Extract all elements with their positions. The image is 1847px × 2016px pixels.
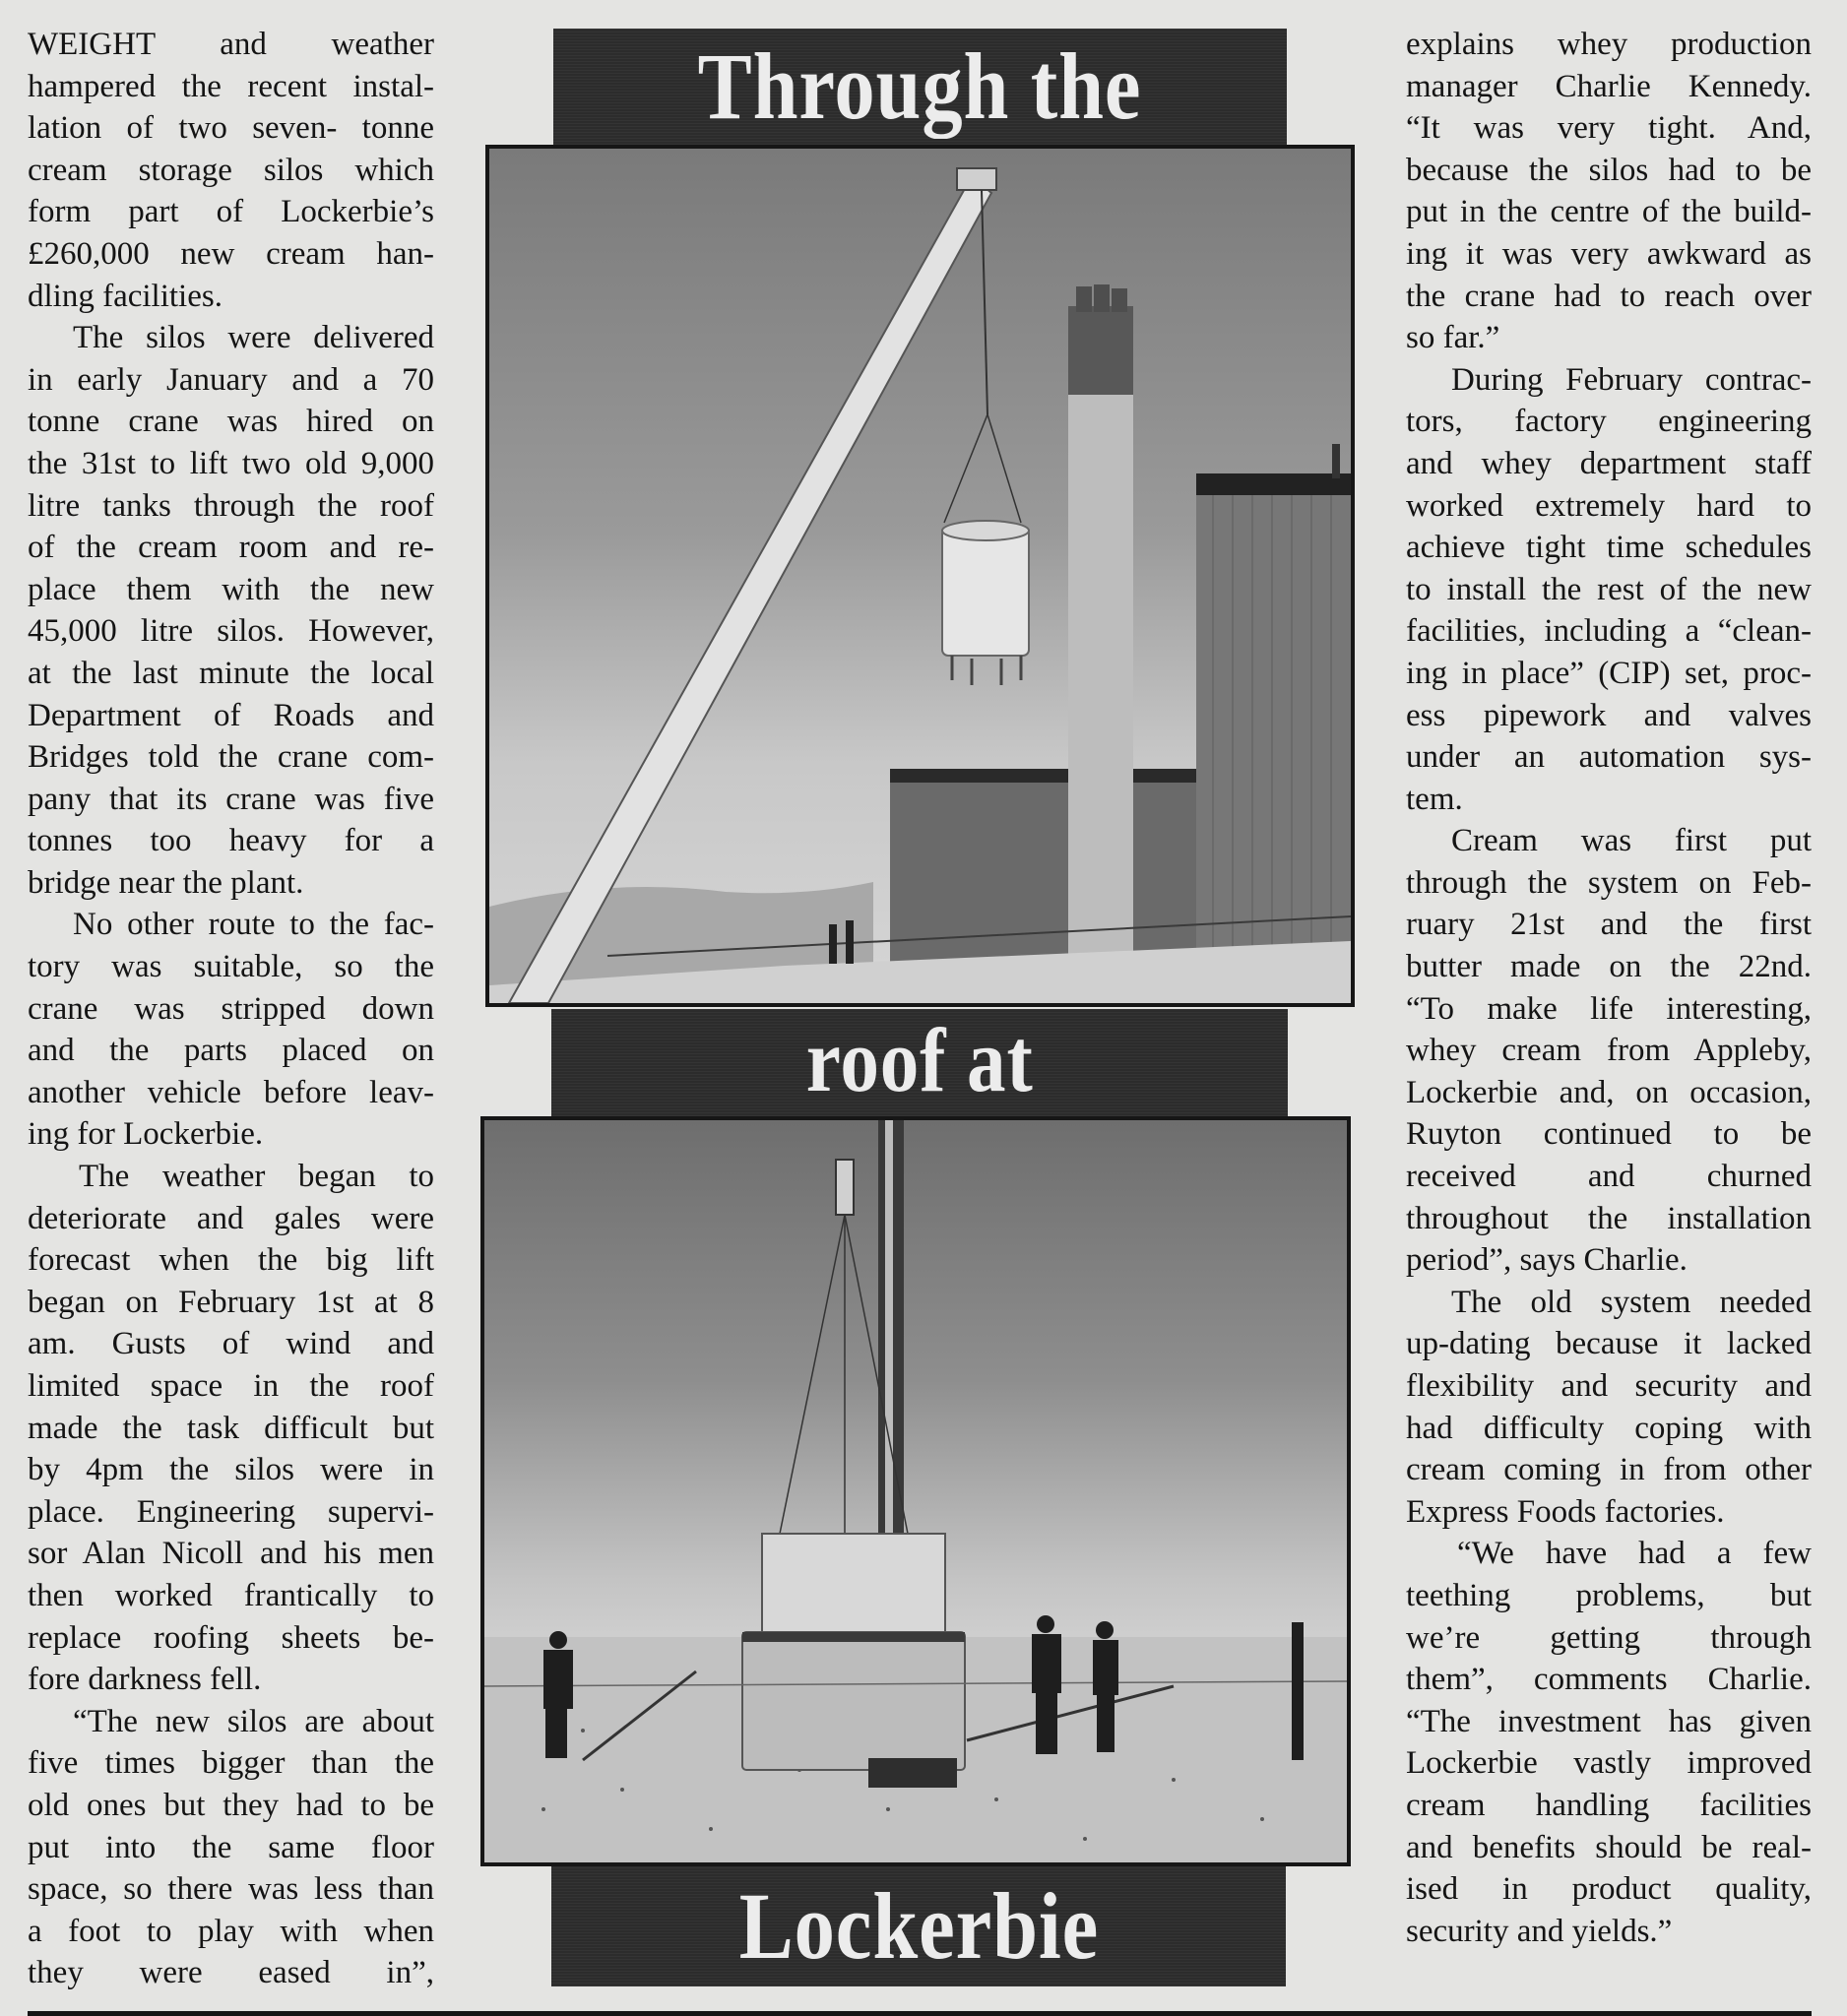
text-line: up-dating because it lacked: [1406, 1326, 1812, 1362]
text-line: the crane had to reach over: [1406, 278, 1812, 314]
text-line: through the system on Feb-: [1406, 864, 1812, 901]
text-line: Ruyton continued to be: [1406, 1116, 1812, 1153]
text-line: “We have had a few: [1457, 1536, 1812, 1572]
photo-silo-through-roof: [480, 1116, 1351, 1866]
text-line: put in the centre of the build-: [1406, 194, 1812, 230]
text-line: received and churned: [1406, 1159, 1812, 1195]
text-line: manager Charlie Kennedy.: [1406, 68, 1812, 104]
text-line: crane was stripped down: [28, 990, 434, 1027]
text-line: dling facilities.: [28, 278, 223, 314]
text-line: period”, says Charlie.: [1406, 1242, 1688, 1279]
roof-silo-photo-illustration: [484, 1120, 1347, 1862]
text-line: place them with the new: [28, 571, 434, 607]
text-line: Department of Roads and: [28, 697, 434, 733]
text-line: facilities, including a “clean-: [1406, 613, 1812, 650]
text-line: litre tanks through the roof: [28, 487, 434, 524]
text-line: Express Foods factories.: [1406, 1493, 1725, 1530]
text-line: a foot to play with when: [28, 1913, 434, 1949]
text-line: explains whey production: [1406, 27, 1812, 62]
text-line: “It was very tight. And,: [1406, 110, 1812, 147]
text-line: sor Alan Nicoll and his men: [28, 1536, 434, 1572]
text-line: The old system needed: [1451, 1284, 1812, 1320]
text-line: ing for Lockerbie.: [28, 1116, 264, 1153]
text-line: fore darkness fell.: [28, 1662, 262, 1698]
text-line: and benefits should be real-: [1406, 1829, 1812, 1865]
headline-line-3: Lockerbie: [738, 1873, 1099, 1979]
text-line: cream handling facilities: [1406, 1787, 1812, 1823]
text-line: we’re getting through: [1406, 1619, 1812, 1656]
crane-silo-photo-illustration: [489, 149, 1351, 1003]
bottom-rule-divider: [28, 2011, 1812, 2016]
text-line: of the cream room and re-: [28, 530, 434, 566]
text-line: tem.: [1406, 781, 1463, 817]
headline-banner-top: [553, 29, 1287, 145]
text-line: the 31st to lift two old 9,000: [28, 445, 434, 481]
text-line: WEIGHT and weather: [28, 27, 434, 62]
text-line: The silos were delivered: [73, 320, 434, 356]
text-line: No other route to the fac-: [73, 907, 434, 943]
text-line: in early January and a 70: [28, 361, 434, 398]
text-line: lation of two seven- tonne: [28, 110, 434, 147]
text-line: Cream was first put: [1451, 823, 1812, 859]
article-column-right: [1406, 24, 1812, 1952]
text-line: made the task difficult but: [28, 1410, 434, 1446]
text-line: space, so there was less than: [28, 1871, 434, 1908]
text-line: had difficulty coping with: [1406, 1410, 1812, 1446]
headline-line-1: Through the: [698, 33, 1142, 139]
photo-crane-lifting-silo: [485, 145, 1355, 1007]
text-line: “The investment has given: [1406, 1703, 1812, 1739]
text-line: throughout the installation: [1406, 1200, 1812, 1236]
text-line: £260,000 new cream han-: [28, 235, 434, 272]
text-line: and the parts placed on: [28, 1033, 434, 1069]
text-line: The weather began to: [79, 1159, 434, 1195]
text-line: ruary 21st and the first: [1406, 907, 1812, 943]
text-line: old ones but they had to be: [28, 1787, 434, 1823]
text-line: at the last minute the local: [28, 655, 434, 691]
text-line: they were eased in”,: [28, 1955, 434, 1991]
text-line: tors, factory engineering: [1406, 404, 1812, 440]
text-line: ing in place” (CIP) set, proc-: [1406, 655, 1812, 691]
text-line: under an automation sys-: [1406, 739, 1812, 776]
text-line: ing it was very awkward as: [1406, 235, 1812, 272]
text-line: so far.”: [1406, 320, 1500, 356]
text-line: teething problems, but: [1406, 1577, 1812, 1613]
text-line: worked extremely hard to: [1406, 487, 1812, 524]
text-line: forecast when the big lift: [28, 1242, 434, 1279]
text-line: then worked frantically to: [28, 1577, 434, 1613]
text-line: tonne crane was hired on: [28, 404, 434, 440]
text-line: and whey department staff: [1406, 445, 1812, 481]
text-line: deteriorate and gales were: [28, 1200, 434, 1236]
text-line: tory was suitable, so the: [28, 949, 434, 985]
text-line: because the silos had to be: [1406, 152, 1812, 188]
text-line: cream storage silos which: [28, 152, 434, 188]
text-line: form part of Lockerbie’s: [28, 194, 434, 230]
text-line: pany that its crane was five: [28, 781, 434, 817]
text-line: whey cream from Appleby,: [1406, 1033, 1812, 1069]
text-line: them”, comments Charlie.: [1406, 1662, 1812, 1698]
text-line: “The new silos are about: [73, 1703, 434, 1739]
text-line: place. Engineering supervi-: [28, 1493, 434, 1530]
text-line: Lockerbie vastly improved: [1406, 1745, 1812, 1782]
text-line: began on February 1st at 8: [28, 1284, 434, 1320]
text-line: butter made on the 22nd.: [1406, 949, 1812, 985]
text-line: tonnes too heavy for a: [28, 823, 434, 859]
headline-banner-middle: [551, 1009, 1288, 1116]
article-column-left: [28, 24, 434, 1994]
headline-banner-bottom: [551, 1866, 1286, 1986]
text-line: 45,000 litre silos. However,: [28, 613, 434, 650]
text-line: Lockerbie and, on occasion,: [1406, 1074, 1812, 1110]
text-line: limited space in the roof: [28, 1368, 434, 1404]
text-line: security and yields.”: [1406, 1913, 1673, 1949]
text-line: bridge near the plant.: [28, 864, 304, 901]
text-line: Bridges told the crane com-: [28, 739, 434, 776]
text-line: five times bigger than the: [28, 1745, 434, 1782]
text-line: achieve tight time schedules: [1406, 530, 1812, 566]
text-line: ess pipework and valves: [1406, 697, 1812, 733]
text-line: During February contrac-: [1451, 361, 1812, 398]
text-line: cream coming in from other: [1406, 1452, 1812, 1488]
text-line: “To make life interesting,: [1406, 990, 1812, 1027]
text-line: to install the rest of the new: [1406, 571, 1812, 607]
text-line: flexibility and security and: [1406, 1368, 1812, 1404]
headline-line-2: roof at: [805, 1010, 1034, 1110]
text-line: am. Gusts of wind and: [28, 1326, 434, 1362]
text-line: put into the same floor: [28, 1829, 434, 1865]
text-line: another vehicle before leav-: [28, 1074, 434, 1110]
text-line: replace roofing sheets be-: [28, 1619, 434, 1656]
text-line: by 4pm the silos were in: [28, 1452, 434, 1488]
text-line: hampered the recent instal-: [28, 68, 434, 104]
text-line: ised in product quality,: [1406, 1871, 1812, 1908]
